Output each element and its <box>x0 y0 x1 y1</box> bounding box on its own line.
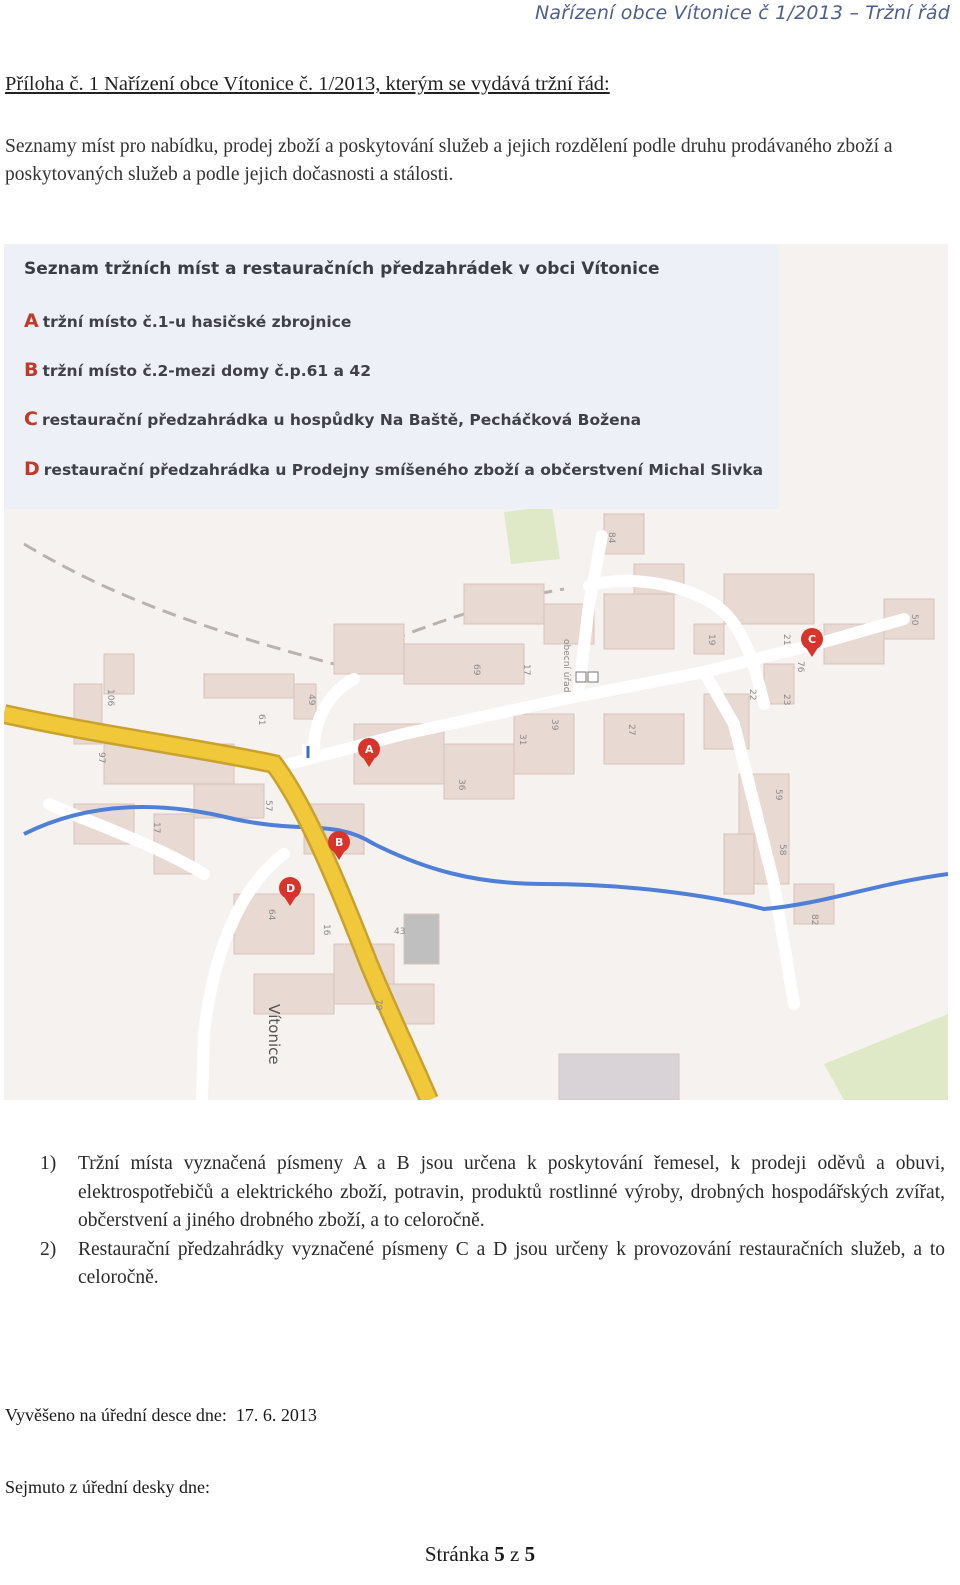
notes-list <box>40 1150 945 1293</box>
note-number: 1) <box>40 1153 57 1174</box>
svg-text:43: 43 <box>394 927 406 937</box>
svg-text:58: 58 <box>777 844 787 856</box>
legend-key: C <box>24 408 38 430</box>
svg-text:50: 50 <box>909 614 919 626</box>
page-footer <box>0 1542 960 1567</box>
pin-B-label: B <box>335 836 344 849</box>
legend-key: D <box>24 458 40 480</box>
svg-text:84: 84 <box>606 532 616 544</box>
svg-text:64: 64 <box>266 909 276 921</box>
note-item <box>40 1150 945 1236</box>
note-item <box>40 1236 945 1293</box>
svg-text:97: 97 <box>96 752 106 764</box>
legend-key: B <box>24 359 39 381</box>
pin-C-label: C <box>808 633 817 646</box>
svg-text:76: 76 <box>795 661 805 673</box>
svg-text:obecní úřad: obecní úřad <box>561 639 571 693</box>
removed-date: Sejmuto z úřední desky dne: <box>5 1477 210 1497</box>
page-of: z <box>510 1542 520 1566</box>
legend-text: tržní místo č.1-u hasičské zbrojnice <box>42 313 352 331</box>
svg-text:49: 49 <box>306 694 316 706</box>
page-total: 5 <box>524 1542 536 1566</box>
svg-text:36: 36 <box>456 779 466 791</box>
attachment-title: Příloha č. 1 Nařízení obce Vítonice č. 1/2013, kterým se vydává tržní řád: <box>5 73 610 95</box>
legend-text: restaurační předzahrádka u hospůdky Na Baště, Pecháčková Božena <box>41 411 642 429</box>
pin-A-label: A <box>365 743 374 756</box>
map-legend <box>4 244 779 509</box>
legend-title: Seznam tržních míst a restauračních předzahrádek v obci Vítonice <box>24 259 660 279</box>
svg-text:82: 82 <box>809 914 819 926</box>
legend-item-b <box>24 359 371 381</box>
svg-text:17: 17 <box>521 664 531 676</box>
svg-text:21: 21 <box>781 634 791 646</box>
note-text: Restaurační předzahrádky vyznačené písmeny C a D jsou určeny k provozování restauračních služeb, a to celoročně. <box>78 1238 945 1288</box>
svg-text:23: 23 <box>781 694 791 706</box>
svg-text:16: 16 <box>321 924 331 936</box>
legend-item-a <box>24 310 351 332</box>
svg-text:106: 106 <box>105 689 115 707</box>
field-patch <box>504 506 560 564</box>
svg-text:31: 31 <box>517 734 527 746</box>
svg-text:79: 79 <box>373 999 383 1011</box>
svg-text:57: 57 <box>263 800 273 812</box>
note-number: 2) <box>40 1238 57 1260</box>
svg-text:27: 27 <box>626 724 636 736</box>
note-text: Tržní místa vyznačená písmeny A a B jsou určena k poskytování řemesel, k prodeji oděvů a obuvi, elektrospotřebičů a elektrického zboží, potravin, produktů rostlinné výroby, drobných hospodářských zvířat, občerstvení a jiného drobného zboží, a to celoročně. <box>78 1153 945 1231</box>
legend-item-d <box>24 458 763 480</box>
fire-station-marker <box>302 744 314 760</box>
attachment-intro: Seznamy míst pro nabídku, prodej zboží a poskytování služeb a jejich rozdělení podle druhu prodávaného zboží a poskytovaných služeb a podle jejich dočasnosti a stálosti. <box>5 136 893 185</box>
pin-D-label: D <box>286 882 296 895</box>
svg-text:61: 61 <box>256 714 266 726</box>
legend-text: tržní místo č.2-mezi domy č.p.61 a 42 <box>42 362 371 380</box>
svg-text:17: 17 <box>151 822 161 834</box>
svg-text:22: 22 <box>747 689 757 701</box>
legend-key: A <box>24 310 39 332</box>
market-places-map <box>4 244 948 1100</box>
posted-date: Vyvěšeno na úřední desce dne: 17. 6. 2013 <box>5 1405 317 1425</box>
legend-text: restaurační předzahrádka u Prodejny smíšeného zboží a občerstvení Michal Slivka <box>43 461 764 479</box>
running-header: Nařízení obce Vítonice č 1/2013 – Tržní řád <box>535 2 950 24</box>
svg-text:69: 69 <box>471 664 481 676</box>
svg-text:59: 59 <box>773 789 783 801</box>
page-number: 5 <box>494 1542 505 1566</box>
village-label: Vítonice <box>265 1004 283 1065</box>
svg-text:19: 19 <box>706 634 716 646</box>
legend-item-c <box>24 408 641 430</box>
page-label: Stránka <box>424 1542 490 1566</box>
svg-text:39: 39 <box>549 719 559 731</box>
